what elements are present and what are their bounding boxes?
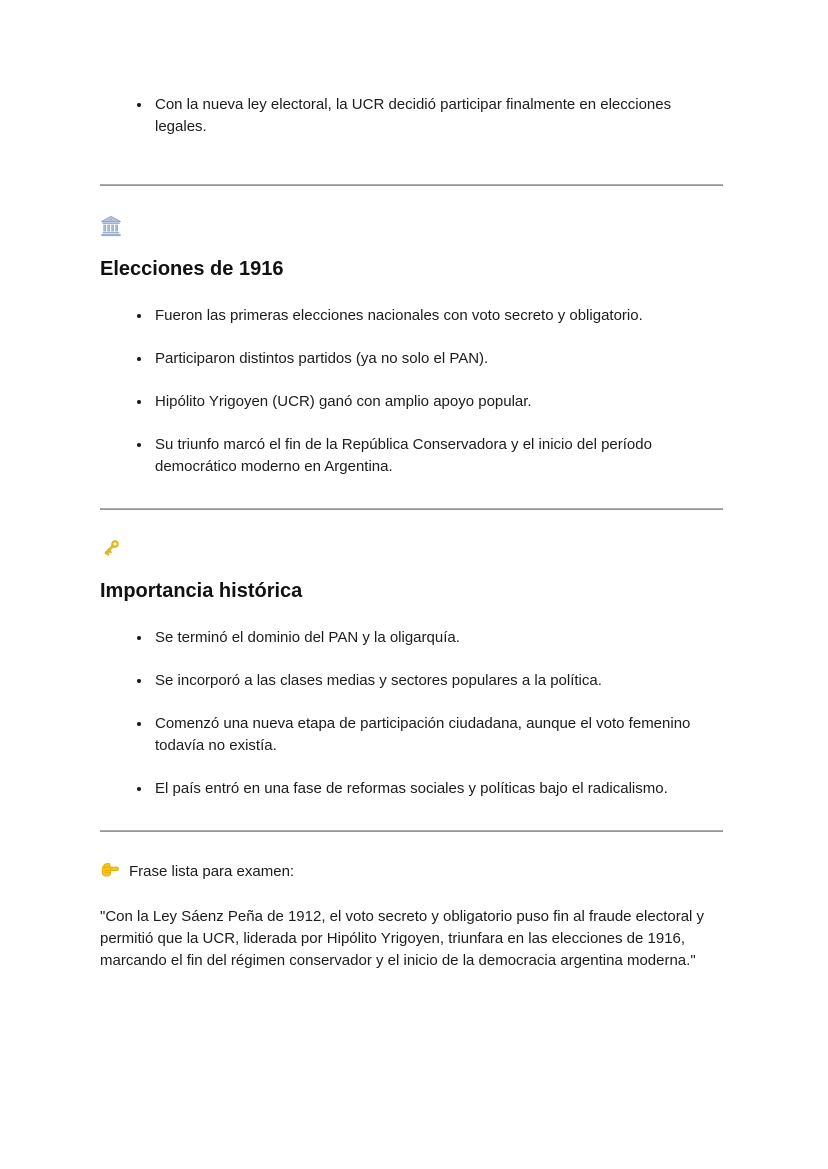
list-item: • Fueron las primeras elecciones nacionales con voto secreto y obligatorio. [152,305,723,327]
list-item: • Comenzó una nueva etapa de participación ciudadana, aunque el voto femenino todavía no existía. [152,713,723,757]
list-item: • Con la nueva ley electoral, la UCR decidió participar finalmente en elecciones legales. [152,94,723,138]
exam-phrase-label-row [100,858,723,885]
section-bullet-list [100,627,723,800]
list-item: • Se terminó el dominio del PAN y la oligarquía. [152,627,723,649]
list-item: • Su triunfo marcó el fin de la República Conservadora y el inicio del período democrático moderno en Argentina. [152,434,723,478]
key-icon [100,537,122,559]
section-icon-row [100,214,723,238]
list-item: • Se incorporó a las clases medias y sectores populares a la política. [152,670,723,692]
section-divider [100,508,723,510]
classical-building-icon [100,215,122,237]
intro-bullet-list [100,94,723,138]
section-title: Importancia histórica [100,580,303,602]
section-icon-row [100,536,723,560]
pointing-right-icon [100,859,120,886]
section-bullet-list [100,305,723,478]
list-item: • El país entró en una fase de reformas sociales y políticas bajo el radicalismo. [152,778,723,800]
section-title: Elecciones de 1916 [100,258,284,280]
exam-phrase-quote: "Con la Ley Sáenz Peña de 1912, el voto secreto y obligatorio puso fin al fraude electoral y permitió que la UCR, liderada por Hipólito Yrigoyen, triunfara en las elecciones de 1916, marcando el fin del régimen conservador y el inicio de la democracia argentina moderna." [100,908,705,969]
section-divider [100,830,723,832]
list-item: • Participaron distintos partidos (ya no solo el PAN). [152,348,723,370]
section-divider [100,184,723,186]
list-item: • Hipólito Yrigoyen (UCR) ganó con amplio apoyo popular. [152,391,723,413]
exam-phrase-label: Frase lista para examen: [129,862,295,880]
